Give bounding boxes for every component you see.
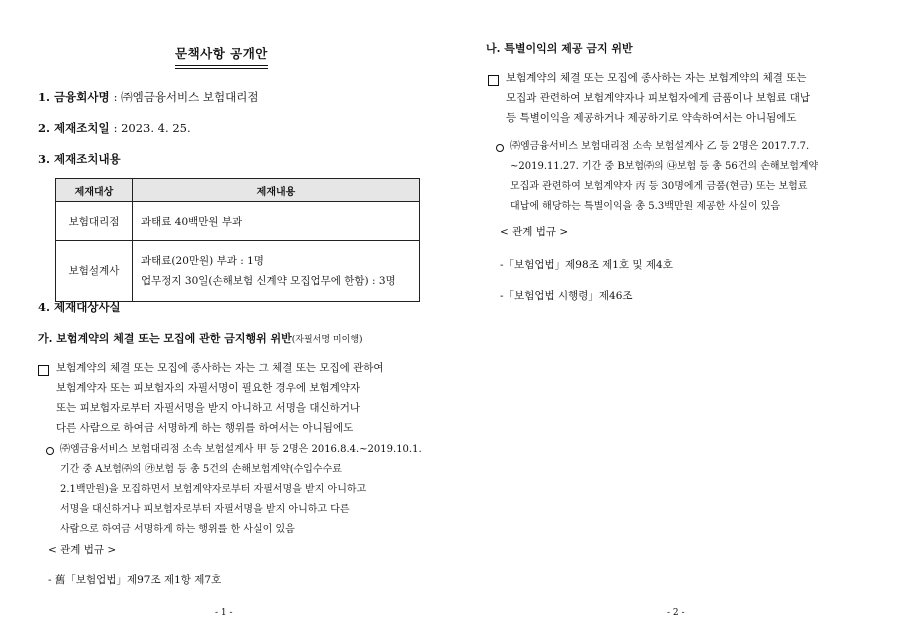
box-paragraph: [506, 68, 810, 128]
law-item: -「보험업법 시행령」제46조: [500, 290, 633, 302]
table-header-target: 제재대상: [56, 179, 133, 202]
section-date-label: 2. 제재조치일: [38, 121, 110, 135]
table-header-row: [56, 179, 420, 202]
law-item: -「보험업법」제98조 제1호 및 제4호: [500, 259, 673, 271]
section-facts: 4. 제재대상사실: [38, 300, 121, 314]
subsection-ga-heading: 가. 보험계약의 체결 또는 모집에 관한 금지행위 위반: [38, 332, 292, 345]
paragraph-line: 대납에 해당하는 특별이익을 총 5.3백만원 제공한 사실이 있음: [510, 201, 780, 212]
table-header-content: 제재내용: [133, 179, 420, 202]
paragraph-line: 보험계약의 체결 또는 모집에 종사하는 자는 그 체결 또는 모집에 관하여: [56, 362, 384, 374]
section-sanction-content: 3. 제재조치내용: [38, 152, 121, 166]
circle-bullet-icon: [496, 144, 504, 152]
section-date: [38, 120, 191, 136]
paragraph-line: ~2019.11.27. 기간 중 B보험㈜의 ㉯보험 등 총 56건의 손해보험계약: [510, 161, 819, 172]
subsection-ga-note: (자필서명 미이행): [291, 335, 363, 345]
circle-paragraph: [60, 440, 422, 540]
content-line: 업무정지 30일(손해보험 신계약 모집업무에 한함) : 3명: [141, 275, 396, 287]
section-company-value: : ㈜엠금융서비스 보험대리점: [113, 90, 259, 104]
paragraph-line: ㈜엠금융서비스 보험대리점 소속 보험설계사 乙 등 2명은 2017.7.7.: [510, 141, 810, 152]
section-company: [38, 89, 258, 105]
paragraph-line: 사람으로 하여금 서명하게 하는 행위를 한 사실이 있음: [60, 524, 295, 535]
content-line: 과태료(20만원) 부과 : 1명: [141, 255, 264, 267]
sanction-table: [55, 178, 420, 302]
paragraph-line: 기간 중 A보험㈜의 ㉮보험 등 총 5건의 손해보험계약(수입수수료: [60, 464, 342, 475]
content-line: 과태료 40백만원 부과: [141, 215, 243, 228]
circle-paragraph: [510, 137, 818, 217]
square-bullet-icon: [488, 75, 499, 86]
paragraph-line: 모집과 관련하여 보험계약자 丙 등 30명에게 금품(현금) 또는 보험료: [510, 181, 808, 192]
document-title: 문책사항 공개안: [175, 44, 268, 66]
subsection-ga: [38, 330, 363, 346]
square-bullet-icon: [38, 365, 49, 376]
paragraph-line: 등 특별이익을 제공하거나 제공하기로 약속하여서는 아니됨에도: [506, 112, 797, 124]
box-paragraph: [56, 358, 384, 438]
law-heading: < 관계 법규 >: [500, 226, 569, 238]
paragraph-line: 보험계약자 또는 피보험자의 자필서명이 필요한 경우에 보험계약자: [56, 382, 361, 394]
table-cell-target: 보험설계사: [56, 241, 133, 302]
section-date-value: : 2023. 4. 25.: [113, 121, 191, 135]
table-cell-content: [133, 202, 420, 241]
table-row: [56, 202, 420, 241]
page-number: - 2 -: [667, 608, 685, 618]
table-row: [56, 241, 420, 302]
page-2: [450, 0, 900, 637]
paragraph-line: 보험계약의 체결 또는 모집에 종사하는 자는 보험계약의 체결 또는: [506, 72, 807, 84]
paragraph-line: 서명을 대신하거나 피보험자로부터 자필서명을 받지 아니하고 다른: [60, 504, 350, 515]
paragraph-line: ㈜엠금융서비스 보험대리점 소속 보험설계사 甲 등 2명은 2016.8.4.~2019.10.1.: [60, 444, 422, 455]
subsection-na: 나. 특별이익의 제공 금지 위반: [486, 42, 633, 55]
page-number: - 1 -: [215, 608, 233, 618]
section-company-label: 1. 금융회사명: [38, 90, 110, 104]
table-cell-content: [133, 241, 420, 302]
paragraph-line: 모집과 관련하여 보험계약자나 피보험자에게 금품이나 보험료 대납: [506, 92, 811, 104]
circle-bullet-icon: [46, 447, 54, 455]
paragraph-line: 또는 피보험자로부터 자필서명을 받지 아니하고 서명을 대신하거나: [56, 402, 361, 414]
table-cell-target: 보험대리점: [56, 202, 133, 241]
law-item: - 舊「보험업법」제97조 제1항 제7호: [48, 574, 222, 586]
paragraph-line: 다른 사람으로 하여금 서명하게 하는 행위를 하여서는 아니됨에도: [56, 422, 354, 434]
paragraph-line: 2.1백만원)을 모집하면서 보험계약자로부터 자필서명을 받지 아니하고: [60, 484, 367, 495]
law-heading: < 관계 법규 >: [48, 544, 117, 556]
